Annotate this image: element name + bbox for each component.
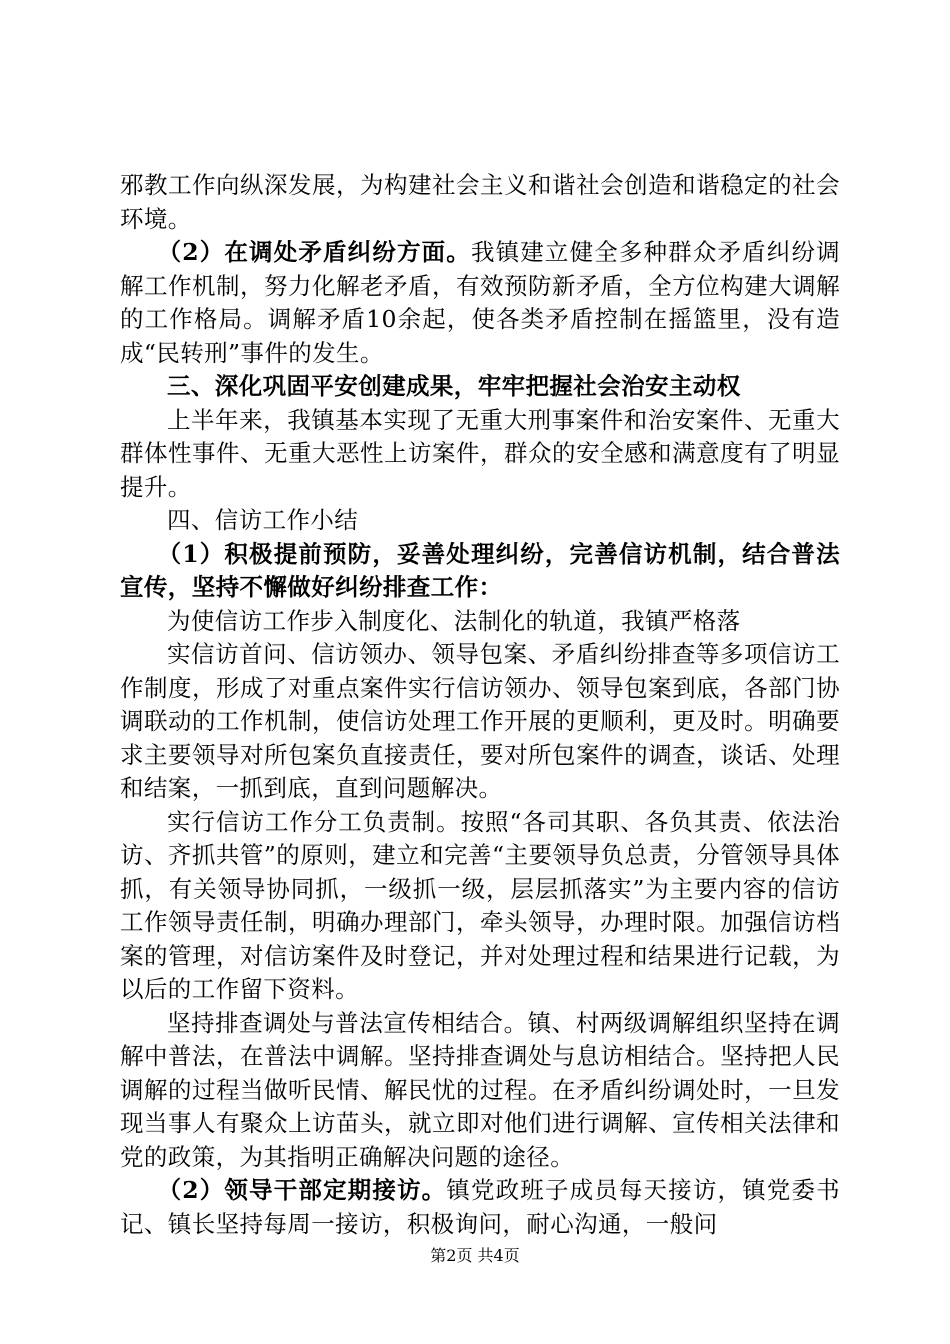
paragraph-continuation: 邪教工作向纵深发展，为构建社会主义和谐社会创造和谐稳定的社会环境。	[120, 171, 840, 233]
paragraph-lead: （2）在调处矛盾纠纷方面。	[157, 238, 471, 266]
paragraph-petition-intro: 为使信访工作步入制度化、法制化的轨道，我镇严格落	[167, 606, 741, 635]
subheading-petition-prevention: （1）积极提前预防，妥善处理纠纷，完善信访机制，结合普法宣传，坚持不懈做好纠纷排查工作：	[120, 539, 840, 601]
paragraph-lead: （2）领导干部定期接访。	[157, 1176, 447, 1204]
paragraph-text: 我镇建立健全多种群众矛盾纠纷调解工作机制，努力化解老矛盾，有效预防新矛盾，全方位构建大调解的工作格局。调解矛盾10余起，使各类矛盾控制在摇篮里，没有造成“民转刑”事件的发生。	[120, 238, 841, 367]
paragraph-safety: 上半年来，我镇基本实现了无重大刑事案件和治安案件、无重大群体性事件、无重大恶性上访案件，群众的安全感和满意度有了明显提升。	[120, 405, 840, 501]
paragraph-petition-system: 实信访首问、信访领办、领导包案、矛盾纠纷排查等多项信访工作制度，形成了对重点案件实行信访领办、领导包案到底，各部门协调联动的工作机制，使信访处理工作开展的更顺利，更及时。明确要求主要领导对所包案负直接责任，要对所包案件的调查，谈话、处理和结案，一抓到底，直到问题解决。	[120, 640, 840, 802]
paragraph-leader-reception	[120, 1174, 840, 1241]
section-heading-three: 三、深化巩固平安创建成果，牢牢把握社会治安主动权	[167, 372, 741, 400]
paragraph-law-publicity: 坚持排查调处与普法宣传相结合。镇、村两级调解组织坚持在调解中普法，在普法中调解。坚持排查调处与息访相结合。坚持把人民调解的过程当做听民情、解民忧的过程。在矛盾纠纷调处时，一旦发现当事人有聚众上访苗头，就立即对他们进行调解、宣传相关法律和党的政策，为其指明正确解决问题的途径。	[120, 1008, 840, 1171]
paragraph-responsibility: 实行信访工作分工负责制。按照“各司其职、各负其责、依法治访、齐抓共管”的原则，建立和完善“主要领导负总责，分管领导具体抓，有关领导协同抓，一级抓一级，层层抓落实”为主要内容的信访工作领导责任制，明确办理部门，牵头领导，办理时限。加强信访档案的管理，对信访案件及时登记，并对处理过程和结果进行记载，为以后的工作留下资料。	[120, 807, 840, 1003]
page-number-footer: 第2页 共4页	[430, 1246, 520, 1265]
paragraph-dispute-mediation	[120, 236, 840, 370]
section-heading-four: 四、信访工作小结	[167, 506, 359, 534]
document-body	[120, 169, 840, 1241]
paragraph-text: 镇党政班子成员每天接访，镇党委书记、镇长坚持每周一接访，积极询问，耐心沟通，一般问	[120, 1176, 840, 1238]
